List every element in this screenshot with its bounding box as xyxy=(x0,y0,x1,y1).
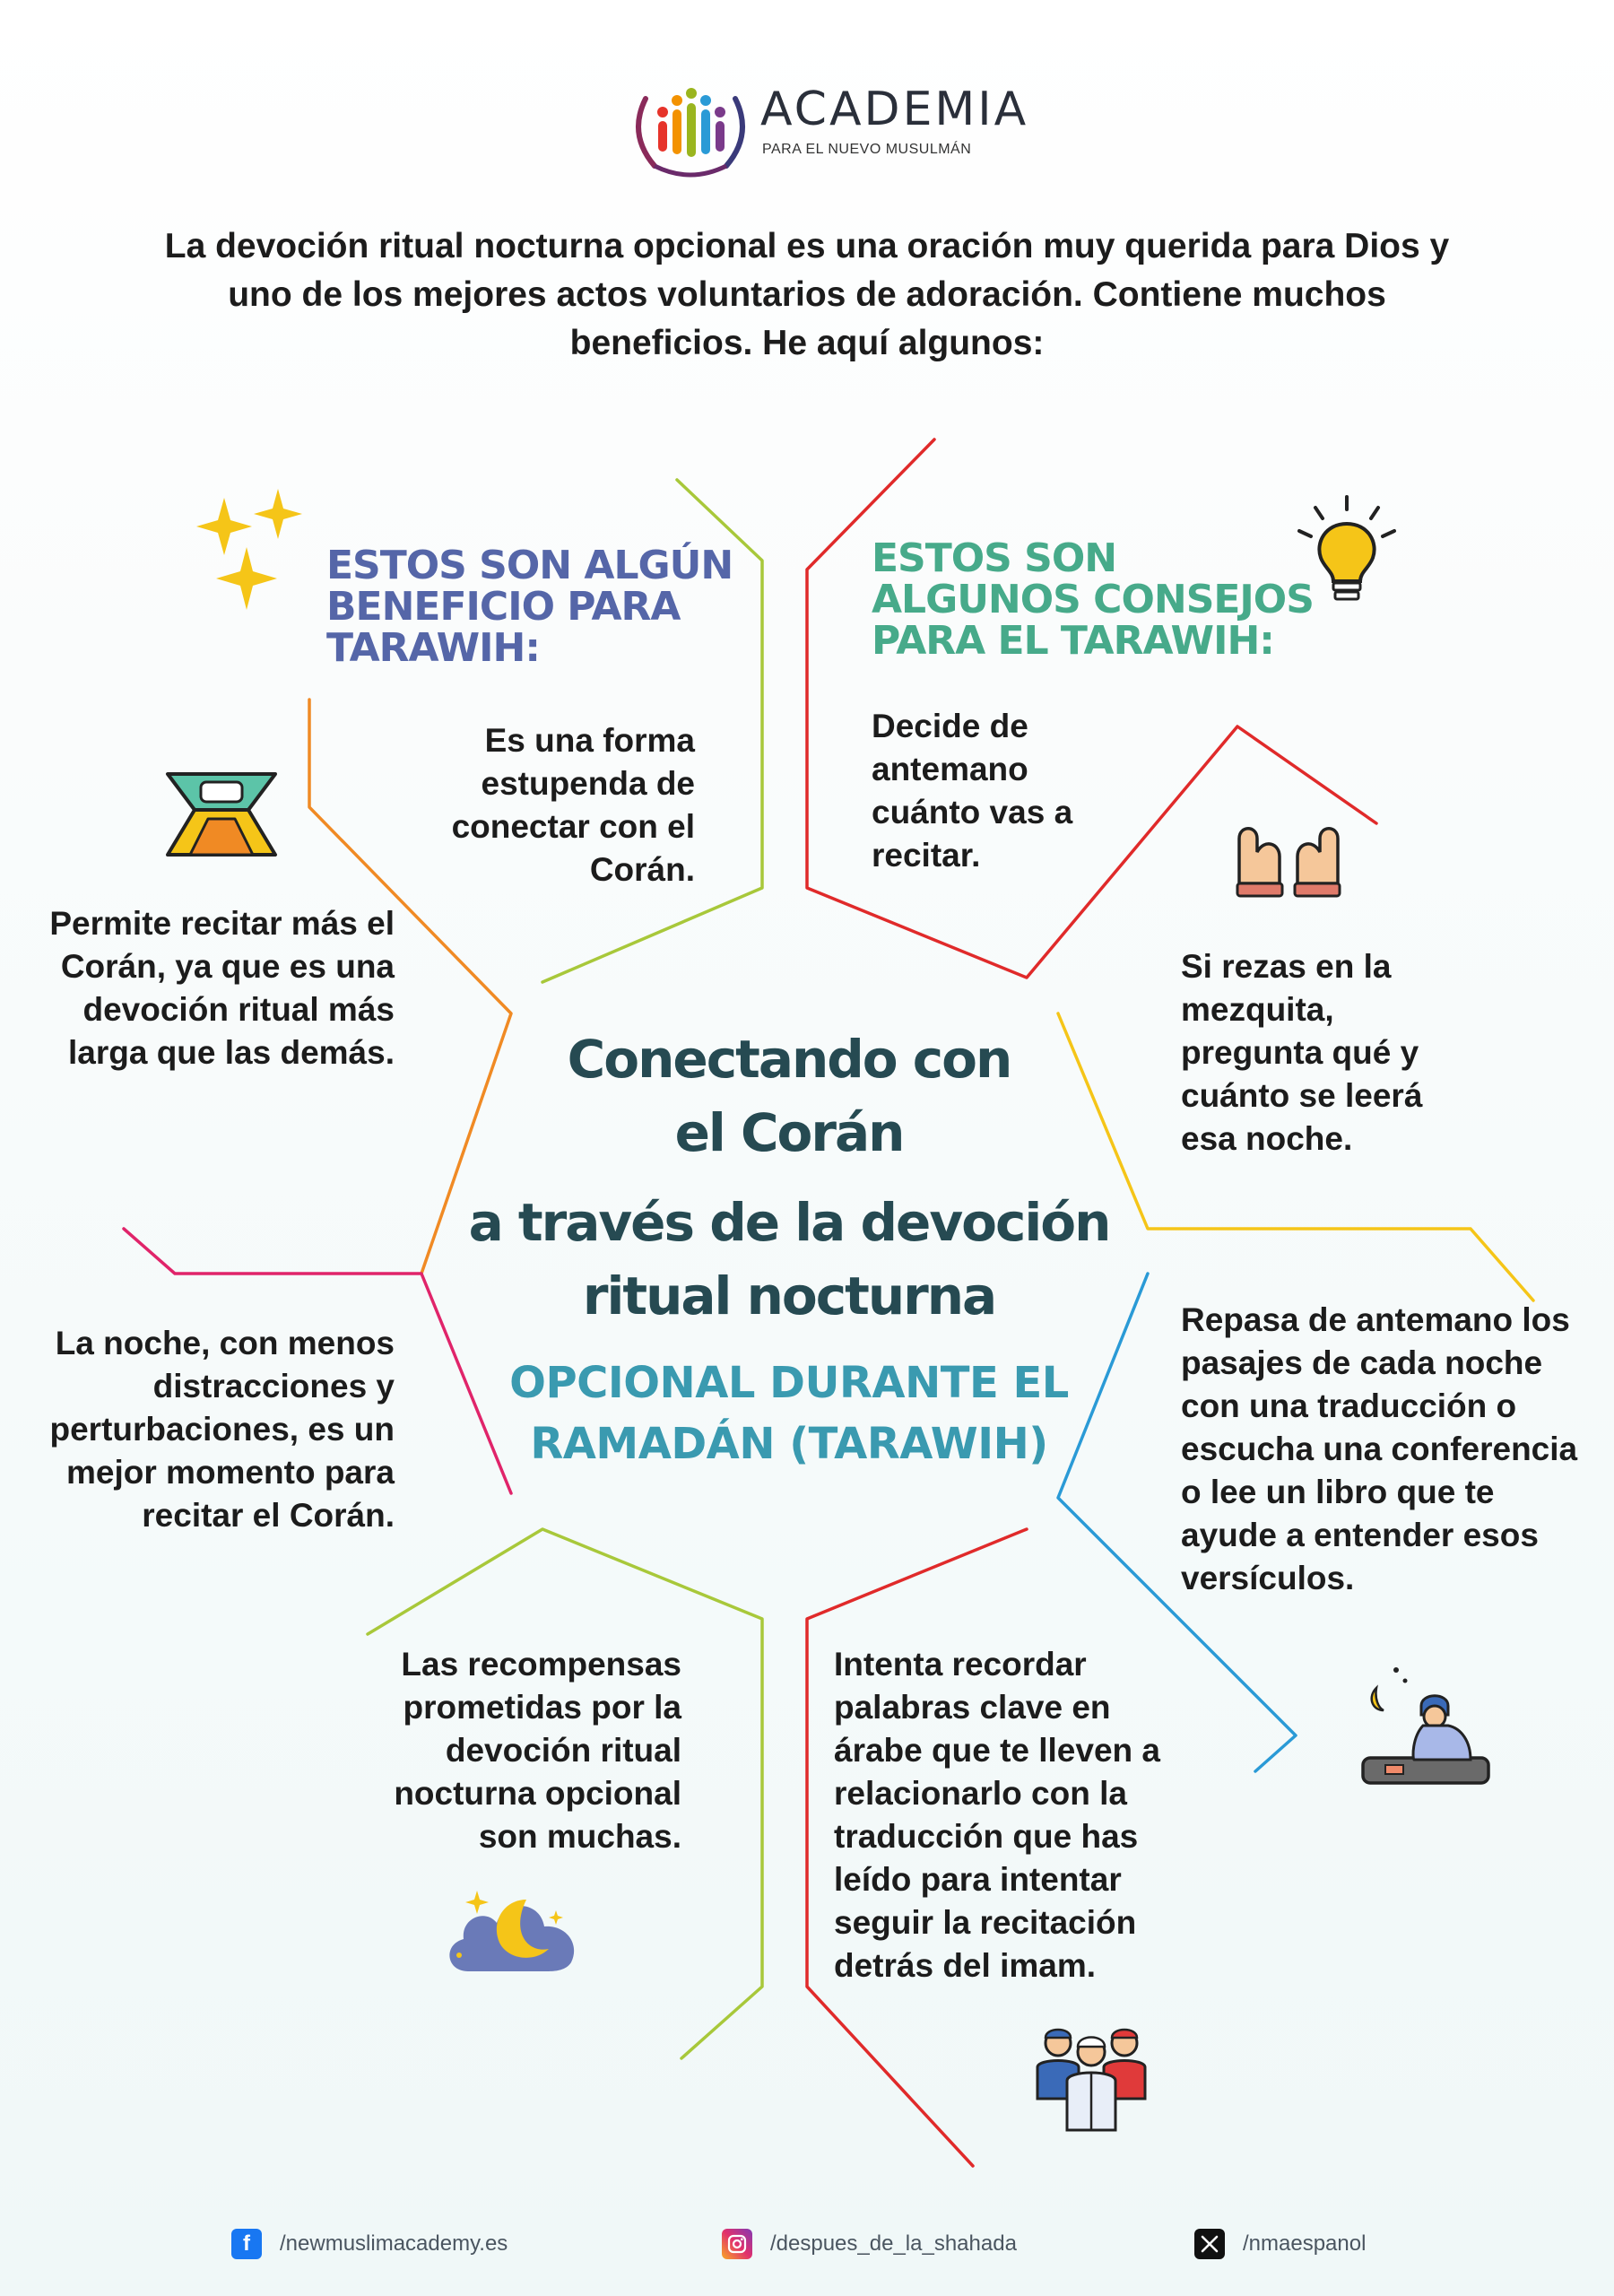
center-subtitle xyxy=(448,1352,1130,1474)
quran-stand-icon xyxy=(163,770,280,859)
benefit-item-2: Permite recitar más el Corán, ya que es una devoción ritual más larga que las demás. xyxy=(49,905,395,1071)
congregation-icon xyxy=(1033,2018,1150,2135)
benefit-item-1: Es una forma estupenda de conectar con el Corán. xyxy=(451,722,695,888)
center-title-line-2: el Corán xyxy=(674,1102,904,1163)
benefit-item-3: La noche, con menos distracciones y perturbaciones, es un mejor momento para recitar el Corán. xyxy=(49,1325,395,1534)
center-title-line-3: a través de la devoción xyxy=(468,1192,1110,1253)
x-handle[interactable]: /nmaespanol xyxy=(1243,2231,1367,2256)
facebook-handle[interactable]: /newmuslimacademy.es xyxy=(280,2231,508,2256)
benefit-item-4: Las recompensas prometidas por la devoción ritual nocturna opcional son muchas. xyxy=(394,1646,681,1855)
tip-item-3: Repasa de antemano los pasajes de cada noche con una traducción o escucha una conferencia o lee un libro que te ayude a entender esos versículos. xyxy=(1181,1301,1578,1596)
center-title xyxy=(430,1022,1148,1333)
praying-person-icon xyxy=(1358,1661,1493,1787)
tip-item-1: Decide de antemano cuánto vas a recitar. xyxy=(872,708,1073,874)
logo-tagline: PARA EL NUEVO MUSULMÁN xyxy=(762,142,972,157)
tip-item-2: Si rezas en la mezquita, pregunta qué y cuánto se leerá esa noche. xyxy=(1181,948,1423,1157)
footer-facebook[interactable] xyxy=(231,2226,508,2262)
instagram-icon xyxy=(722,2229,752,2259)
sparkles-icon xyxy=(193,489,314,614)
center-subtitle-line-1: OPCIONAL DURANTE EL xyxy=(509,1358,1069,1408)
center-title-line-1: Conectando con xyxy=(567,1029,1011,1090)
logo-name: ACADEMIA xyxy=(760,83,1029,136)
footer-instagram[interactable] xyxy=(722,2226,1017,2262)
praying-hands-icon xyxy=(1230,812,1347,901)
benefits-heading: ESTOS SON ALGÚN BENEFICIO PARA TARAWIH: xyxy=(326,543,733,671)
center-subtitle-line-2: RAMADÁN (TARAWIH) xyxy=(530,1419,1048,1469)
moon-cloud-icon xyxy=(441,1873,585,1980)
tip-item-4: Intenta recordar palabras clave en árabe que te lleven a relacionarlo con la traducción que has leído para intentar seguir la recitación detrás del imam. xyxy=(834,1646,1161,1984)
instagram-handle[interactable]: /despues_de_la_shahada xyxy=(770,2231,1017,2256)
center-title-line-4: ritual nocturna xyxy=(582,1265,996,1326)
x-icon xyxy=(1194,2229,1225,2259)
footer-x[interactable] xyxy=(1194,2226,1366,2262)
tips-heading: ESTOS SON ALGUNOS CONSEJOS PARA EL TARAWIH: xyxy=(872,535,1314,664)
intro-text: La devoción ritual nocturna opcional es una oración muy querida para Dios y uno de los mejores actos voluntarios de adoración. Contiene muchos beneficios. He aquí algunos: xyxy=(164,227,1450,362)
facebook-icon: f xyxy=(231,2229,262,2259)
